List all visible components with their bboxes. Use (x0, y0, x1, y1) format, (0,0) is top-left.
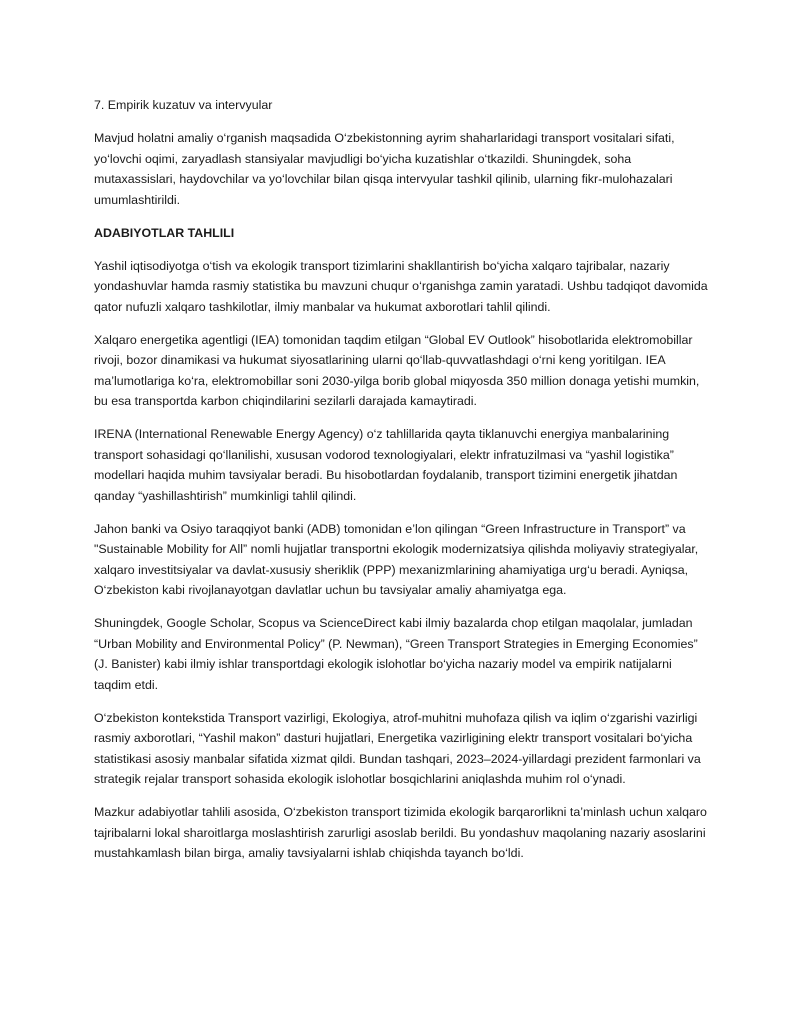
paragraph: Yashil iqtisodiyotga o‘tish va ekologik transport tizimlarini shakllantirish bo‘yicha xalqaro tajribalar, nazariy yondashuvlar hamda rasmiy statistika bu mavzuni chuqur o‘rganishga zamin yaratadi. Ushbu tadqiqot davomida qator nufuzli xalqaro tashkilotlar, ilmiy manbalar va hukumat axborotlari tahlil qilindi. (94, 258, 708, 314)
subsection-heading: 7. Empirik kuzatuv va intervyular (94, 98, 273, 112)
paragraph: Shuningdek, Google Scholar, Scopus va ScienceDirect kabi ilmiy bazalarda chop etilgan maqolalar, jumladan “Urban Mobility and Environmental Policy” (P. Newman), “Green Transport Strategies in Emerging Economies” (J. Banister) kabi ilmiy ishlar transportdagi ekologik islohotlar bo‘yicha nazariy model va empirik natijalarni taqdim etdi. (94, 616, 698, 692)
intro-paragraph: Mavjud holatni amaliy o‘rganish maqsadida O‘zbekistonning ayrim shaharlaridagi transport vositalari sifati, yo‘lovchi oqimi, zaryadlash stansiyalar mavjudligi bo‘yicha kuzatishlar o‘tkazildi. Shuningdek, soha mutaxassislari, haydovchilar va yo‘lovchilar bilan qisqa intervyular tashkil qilinib, ularning fikr-mulohazalari umumlashtirildi. (94, 131, 675, 207)
paragraph: IRENA (International Renewable Energy Agency) o‘z tahlillarida qayta tiklanuvchi energiya manbalarining transport sohasidagi qo‘llanilishi, xususan vodorod texnologiyalari, elektr infratuzilmasi va “yashil logistika” modellari haqida muhim tavsiyalar beradi. Bu hisobotlardan foydalanib, transport tizimini energetik jihatdan qanday “yashillashtirish” mumkinligi tahlil qilindi. (94, 427, 678, 503)
paragraph: O‘zbekiston kontekstida Transport vazirligi, Ekologiya, atrof-muhitni muhofaza qilish va iqlim o‘zgarishi vazirligi rasmiy axborotlari, “Yashil makon” dasturi hujjatlari, Energetika vazirligining elektr transport vositalari bo‘yicha statistikasi asosiy manbalar sifatida xizmat qildi. Bundan tashqari, 2023–2024-yillardagi prezident farmonlari va strategik rejalar transport sohasida ekologik islohotlar bosqichlarini aniqlashda muhim rol o‘ynadi. (94, 710, 701, 786)
paragraph: Mazkur adabiyotlar tahlili asosida, O‘zbekiston transport tizimida ekologik barqarorlikni ta’minlash uchun xalqaro tajribalarni lokal sharoitlarga moslashtirish zarurligi asoslab berildi. Bu yondashuv maqolaning nazariy asoslarini mustahkamlash bilan birga, amaliy tavsiyalarni ishlab chiqishda tayanch bo‘ldi. (94, 805, 707, 860)
paragraph: Xalqaro energetika agentligi (IEA) tomonidan taqdim etilgan “Global EV Outlook” hisobotlarida elektromobillar rivoji, bozor dinamikasi va hukumat siyosatlarining ularni qo‘llab-quvvatlashdagi o‘rni keng yoritilgan. IEA ma’lumotlariga ko‘ra, elektromobillar soni 2030-yilga borib global miqyosda 350 million donaga yetishi mumkin, bu esa transportda karbon chiqindilarini sezilarli darajada kamaytiradi. (94, 332, 700, 408)
section-title: ADABIYOTLAR TAHLILI (94, 225, 235, 240)
document-body (94, 95, 712, 876)
paragraph: Jahon banki va Osiyo taraqqiyot banki (ADB) tomonidan e’lon qilingan “Green Infrastructure in Transport” va "Sustainable Mobility for All” nomli hujjatlar transportni ekologik modernizatsiya qilishda moliyaviy strategiyalar, xalqaro investitsiyalar va davlat-xususiy sheriklik (PPP) mexanizmlarining ahamiyatiga urg‘u beradi. Ayniqsa, O‘zbekiston kabi rivojlanayotgan davlatlar uchun bu tavsiyalar amaliy ahamiyatga ega. (94, 521, 699, 597)
